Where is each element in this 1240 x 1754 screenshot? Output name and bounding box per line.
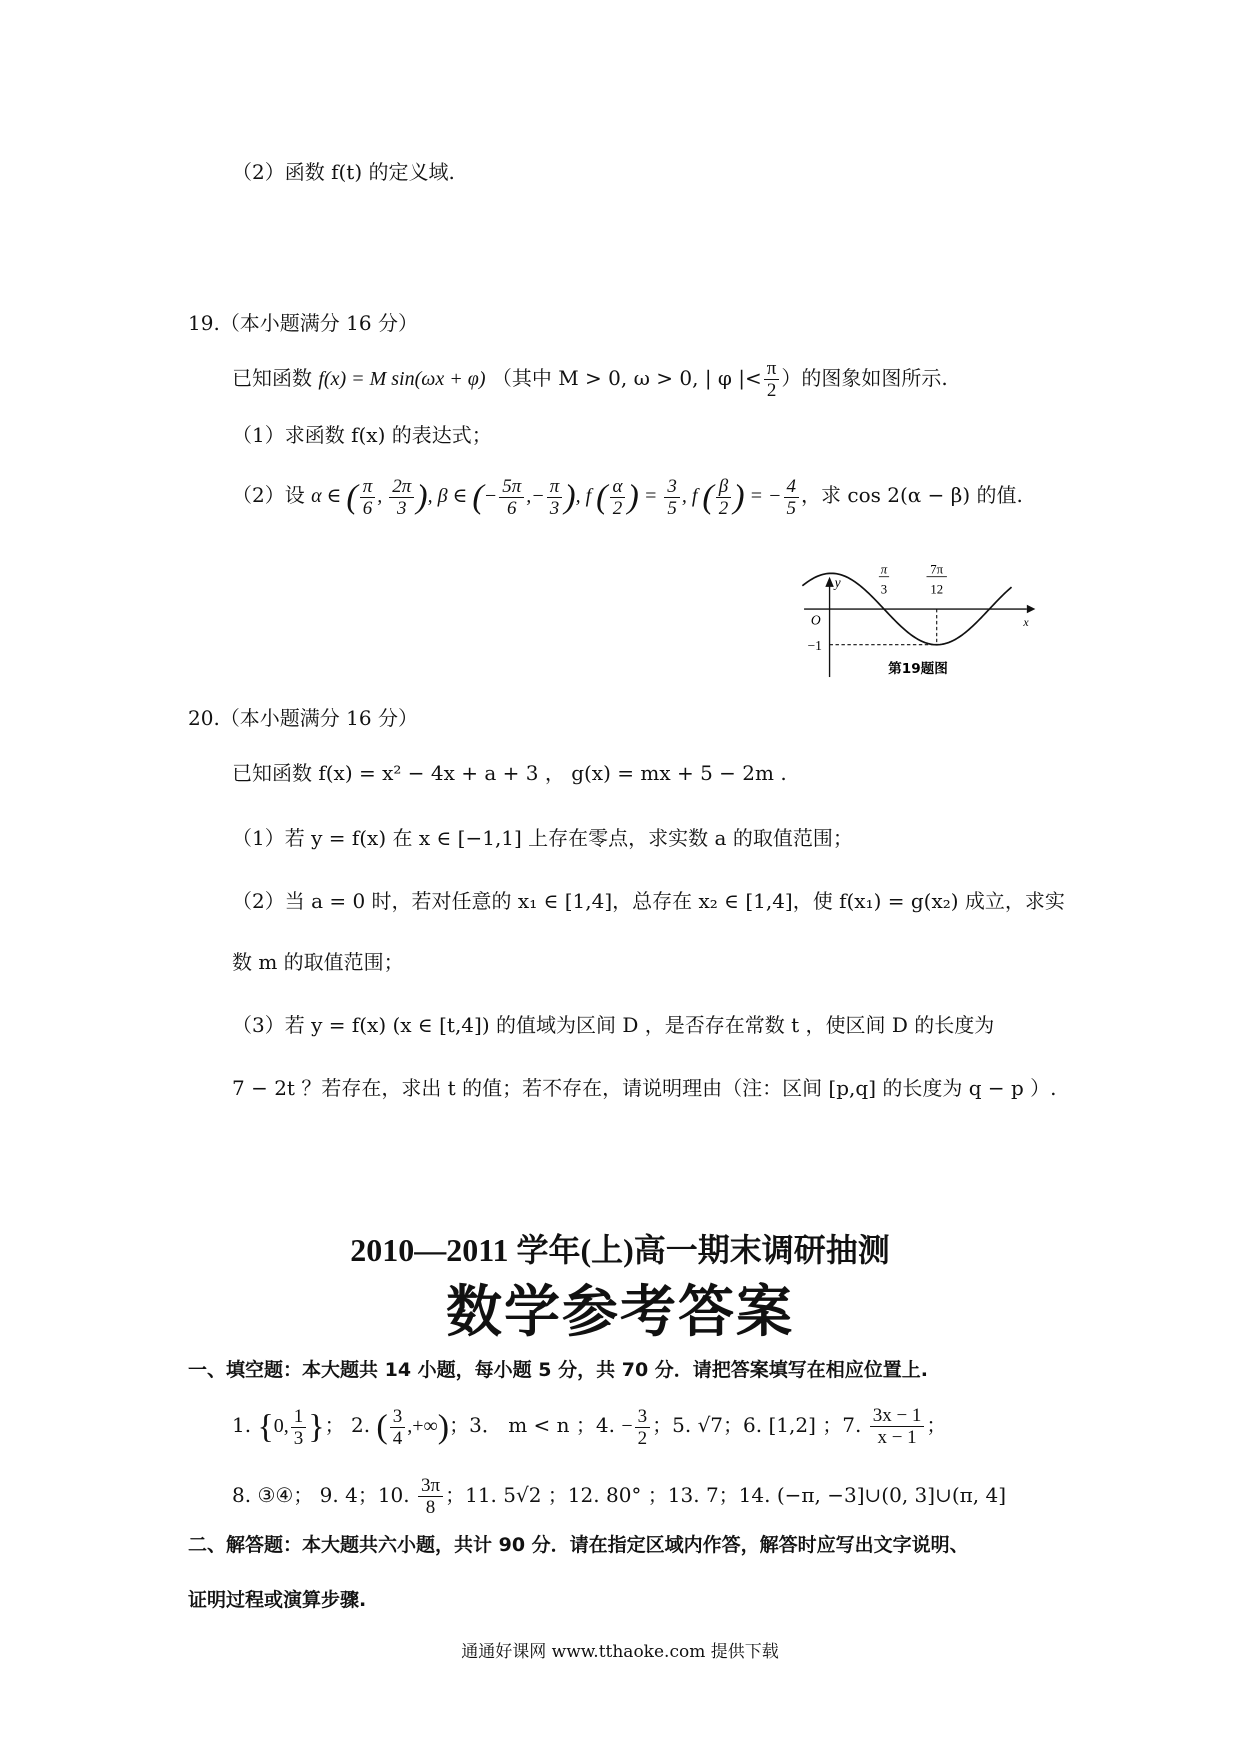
answers-row1: 1. {0, $\frac{1}{3}$ }； 2. ( $\frac{3}{4}$ ,+∞)；3． m < n ；4. − $\frac{3}{2}$ ；5. √7；6. [1,2] ；7. $\frac{3x - 1}{x - 1}$ ； xyxy=(232,1405,947,1449)
ans4-value: − $\frac{3}{2}$ xyxy=(621,1415,652,1437)
q19-score: （本小题满分 16 分） xyxy=(219,311,418,335)
q19-part2-pre: （2）设 xyxy=(232,483,305,508)
q19-header xyxy=(188,308,418,338)
graph-tick2-den: 12 xyxy=(930,582,944,597)
ans6-label: ；6. [1,2] ；7. xyxy=(723,1413,862,1437)
footer: 通通好课网 www.tthaoke.com 提供下载 xyxy=(461,1642,779,1662)
section2-header-line1: 二、解答题：本大题共六小题，共计 90 分．请在指定区域内作答，解答时应写出文字说明、 xyxy=(188,1534,969,1556)
ans2-value: ( $\frac{3}{4}$ ,+∞) xyxy=(376,1405,450,1449)
ans7-value: $\frac{3x - 1}{x - 1}$ xyxy=(870,1405,925,1448)
q19-stem-pre: 已知函数 xyxy=(232,366,312,390)
ans1-label: 1. xyxy=(232,1413,252,1437)
answers-subtitle: 数学参考答案 xyxy=(446,1280,794,1345)
q18-part2: （2）函数 f(t) 的定义域. xyxy=(232,160,455,184)
graph-tick1-num: π xyxy=(880,562,888,577)
q19-pi-over-2: $\frac{\pi}{2}$ xyxy=(764,358,780,401)
q19-graph xyxy=(778,558,1058,683)
ans-row2-post: ；11. 5√2 ；12. 80° ；13. 7；14. (−π, −3]∪(0, 3]∪(π, 4] xyxy=(445,1483,1007,1507)
graph-tick1-den: 3 xyxy=(880,582,888,597)
ans1-value: {0, $\frac{1}{3}$ } xyxy=(257,1405,325,1449)
graph-neg1-label: −1 xyxy=(807,637,822,653)
section1-header: 一、填空题：本大题共 14 小题，每小题 5 分，共 70 分．请把答案填写在相应位置上. xyxy=(188,1359,929,1381)
q20-part1: （1）若 y = f(x) 在 x ∈ [−1,1] 上存在零点，求实数 a 的取值范围； xyxy=(232,826,853,850)
q19-part2 xyxy=(232,476,1023,519)
graph-y-label: y xyxy=(834,574,841,590)
q20-part3-line2: 7 − 2t ？若存在，求出 t 的值；若不存在，请说明理由（注：区间 [p,q] 的长度为 q − p ）. xyxy=(232,1076,1057,1100)
q19-number: 19. xyxy=(188,311,220,335)
q20-number: 20. xyxy=(188,706,220,730)
q20-part2-line1: （2）当 a = 0 时，若对任意的 x₁ ∈ [1,4]，总存在 x₂ ∈ [1,4]，使 f(x₁) = g(x₂) 成立，求实 xyxy=(232,889,1065,913)
ans2-label: 2. xyxy=(350,1413,371,1437)
ans10-value: $\frac{3\pi}{8}$ xyxy=(418,1475,443,1518)
q20-stem: 已知函数 f(x) = x² − 4x + a + 3 ， g(x) = mx + 5 − 2m . xyxy=(232,761,787,785)
graph-tick2-num: 7π xyxy=(930,562,944,577)
graph-x-label: x xyxy=(1023,615,1029,630)
q19-cond: （其中 M > 0, ω > 0, | φ |< xyxy=(491,366,762,390)
q19-stem xyxy=(232,358,948,401)
q19-part1: （1）求函数 f(x) 的表达式； xyxy=(232,423,492,447)
graph-caption: 第19题图 xyxy=(888,660,948,677)
q19-stem-post: ）的图象如图所示. xyxy=(781,366,948,390)
q19-formula: f(x) = M sin(ωx + φ) xyxy=(318,368,486,390)
ans3-label: ；3． m < n ；4. xyxy=(449,1413,615,1437)
q20-part2-line2: 数 m 的取值范围； xyxy=(232,950,404,974)
graph-origin-label: O xyxy=(810,612,821,628)
ans-row2-pre: 8. ③④； 9. 4；10. xyxy=(232,1483,410,1507)
section2-header-line2: 证明过程或演算步骤. xyxy=(188,1589,367,1611)
ans5-value: √7 xyxy=(697,1413,724,1437)
q19-part2-post: ，求 cos 2(α − β) 的值. xyxy=(801,483,1023,508)
q20-header xyxy=(188,703,418,733)
answers-row2 xyxy=(232,1475,1006,1518)
ans5-label: ；5. xyxy=(652,1413,692,1437)
q20-score: （本小题满分 16 分） xyxy=(219,706,418,730)
answers-title: 2010—2011 学年(上)高一期末调研抽测 xyxy=(350,1232,890,1268)
q19-alpha-range: α ∈ ( $\frac{\pi}{6}$ , $\frac{2\pi}{3}$ ), β ∈ (− $\frac{5\pi}{6}$ ,− $\frac{\pi}{3}$ ), f ( $\frac{\alpha}{2}$ ) = $\frac{3}{5}$ , f ( $\frac{\beta}{2}$ ) = − $\frac{4}{5}$ xyxy=(311,485,801,507)
q20-part3-line1: （3）若 y = f(x) (x ∈ [t,4]) 的值域为区间 D ，是否存在常数 t ，使区间 D 的长度为 xyxy=(232,1013,995,1037)
